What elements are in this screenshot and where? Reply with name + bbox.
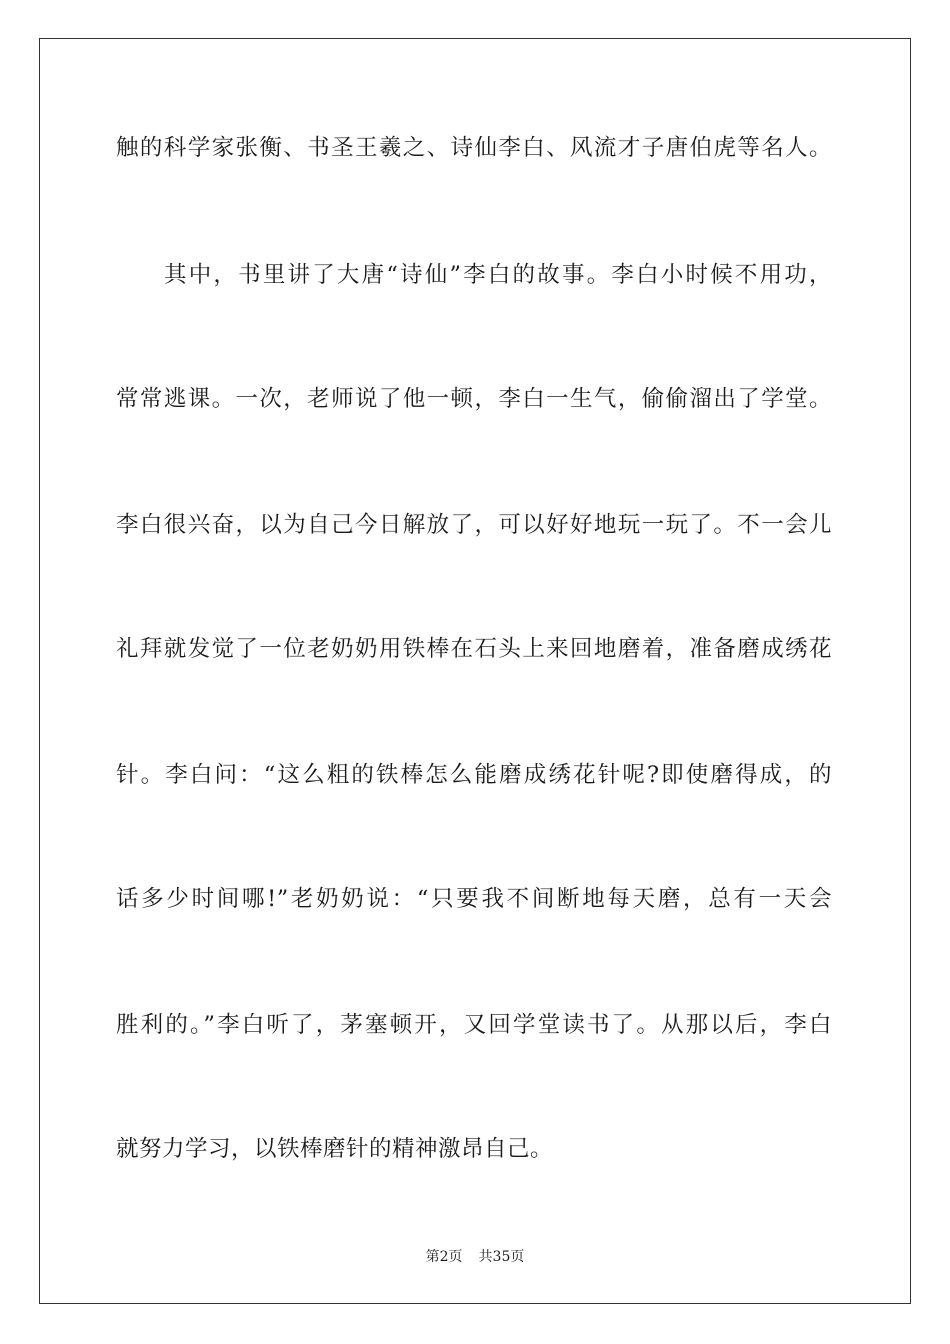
body-text-line: 针。李白问：“这么粗的铁棒怎么能磨成绣花针呢?即使磨得成，的 [116,762,832,788]
body-text-line: 触的科学家张衡、书圣王羲之、诗仙李白、风流才子唐伯虎等名人。 [116,135,832,161]
page-border [39,38,911,1304]
body-text-line: 常常逃课。一次，老师说了他一顿，李白一生气，偷偷溜出了学堂。 [116,386,832,412]
body-text-line: 其中，书里讲了大唐“诗仙”李白的故事。李白小时候不用功， [164,262,832,288]
page-number: 第2页 [425,1249,463,1265]
page-footer [0,1248,950,1266]
body-text-line: 话多少时间哪!”老奶奶说：“只要我不间断地每天磨，总有一天会 [116,886,832,912]
page-total: 共35页 [478,1249,525,1265]
body-text-line: 就努力学习，以铁棒磨针的精神激昂自己。 [116,1136,554,1162]
body-text-line: 礼拜就发觉了一位老奶奶用铁棒在石头上来回地磨着，准备磨成绣花 [116,636,832,662]
body-text-line: 胜利的。”李白听了，茅塞顿开，又回学堂读书了。从那以后，李白 [116,1012,832,1038]
body-text-line: 李白很兴奋，以为自己今日解放了，可以好好地玩一玩了。不一会儿 [116,512,832,538]
